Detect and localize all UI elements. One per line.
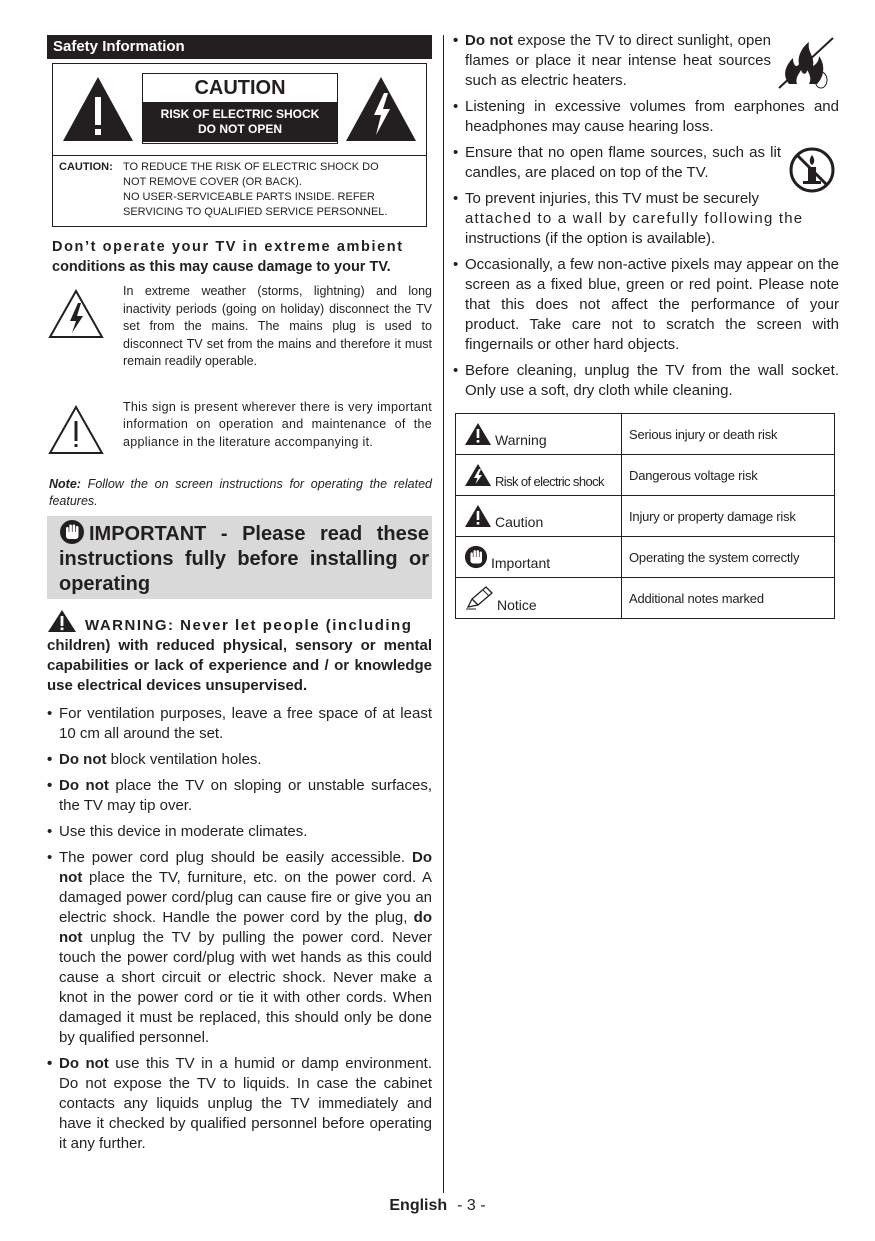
caution-line: SERVICING TO QUALIFIED SERVICE PERSONNEL. — [123, 206, 388, 218]
bullet-text: Listening in excessive volumes from earphones and headphones may cause hearing loss. — [465, 98, 839, 135]
lightning-outline-icon — [48, 289, 104, 339]
caution-icon — [464, 504, 492, 528]
caution-line: NOT REMOVE COVER (OR BACK). — [123, 176, 302, 188]
legend-desc: Serious injury or death risk — [622, 414, 835, 455]
legend-desc: Injury or property damage risk — [622, 496, 835, 537]
table-row — [456, 537, 835, 578]
list-item — [453, 361, 839, 401]
legend-key — [456, 578, 622, 619]
note-label: Note: — [49, 477, 81, 491]
bullet-text: unplug the TV by pulling the power cord. Never touch the power cord/plug with wet hands as this could cause a short circuit or electric shock. Never make a knot in the power cord or tie it with other cords. When damaged it must be replaced, this should only be done by qualified personnel. — [59, 929, 432, 1046]
shock-line-2: DO NOT OPEN — [197, 122, 282, 136]
exclamation-triangle-icon — [61, 75, 135, 143]
bullet-text: use this TV in a humid or damp environment. Do not expose the TV to liquids. In case the cabinet contacts any liquids unplug the TV immediately and have it checked by qualified personnel before operating it any further. — [59, 1055, 433, 1152]
table-row — [456, 414, 835, 455]
bullet-text: instructions (if the option is available). — [465, 230, 716, 247]
caution-instructions-lines — [123, 160, 387, 220]
caution-center-block — [142, 73, 338, 144]
bullet-text: Use this device in moderate climates. — [59, 823, 308, 840]
legend-key — [456, 537, 622, 578]
legend-label: Notice — [497, 597, 537, 613]
bullet-bold: Do not — [59, 1055, 109, 1072]
bullet-text: place the TV on sloping or unstable surfaces, the TV may tip over. — [59, 777, 433, 814]
legend-label: Warning — [495, 432, 547, 448]
caution-line: NO USER-SERVICEABLE PARTS INSIDE. REFER — [123, 191, 375, 203]
table-row — [456, 496, 835, 537]
warning-lead: WARNING: Never let people (including — [85, 617, 413, 634]
page-footer — [0, 1196, 875, 1216]
bullet-text: The power cord plug should be easily accessible. — [59, 849, 412, 866]
bullet-text: For ventilation purposes, leave a free space of at least 10 cm all around the set. — [59, 705, 432, 742]
important-banner — [47, 516, 432, 599]
footer-language: English — [389, 1197, 448, 1214]
caution-instructions-label: CAUTION: — [59, 161, 113, 173]
caution-label-top — [53, 64, 426, 156]
bullet-text: Ensure that no open flame sources, such as lit candles, are placed on top of the TV. — [465, 144, 781, 181]
list-item — [453, 31, 839, 91]
hand-stop-icon — [59, 519, 85, 545]
legend-label: Risk of electric shock — [495, 474, 604, 489]
legend-key — [456, 496, 622, 537]
legend-label: Important — [491, 555, 551, 571]
list-item — [47, 822, 432, 842]
bullet-bold: Do not — [59, 751, 107, 768]
list-item — [47, 1054, 432, 1154]
legend-key — [456, 414, 622, 455]
sign-text: This sign is present wherever there is very important information on operation and maintenance of the appliance in the literature accompanying it. — [123, 399, 432, 449]
warning-rest: children) with reduced physical, sensory or mental capabilities or lack of experience and / or knowledge use electrical devices unsupervised. — [47, 637, 432, 694]
caution-word: CAUTION — [194, 77, 286, 99]
bullet-text: attached to a wall by carefully following the — [465, 210, 804, 227]
bullet-text: Before cleaning, unplug the TV from the wall socket. Only use a soft, dry cloth while cleaning. — [465, 362, 839, 399]
lightning-triangle-icon — [344, 75, 418, 143]
bullet-bold: do not — [59, 909, 432, 946]
right-column — [453, 31, 839, 619]
list-item — [453, 189, 839, 249]
warning-icon — [464, 422, 492, 446]
shock-warning-text — [143, 102, 337, 142]
legend-desc: Operating the system correctly — [622, 537, 835, 578]
caution-line: TO REDUCE THE RISK OF ELECTRIC SHOCK DO — [123, 161, 379, 173]
warning-paragraph — [47, 609, 432, 696]
table-row — [456, 578, 835, 619]
bullet-bold: Do not — [59, 849, 432, 886]
section-title: Safety Information — [47, 35, 432, 59]
legend-label: Caution — [495, 514, 544, 530]
important-hand-icon — [464, 545, 488, 569]
ambient-heading-line-2: conditions as this may cause damage to your TV. — [52, 259, 391, 275]
table-row — [456, 455, 835, 496]
list-item — [47, 704, 432, 744]
caution-label-box — [52, 63, 427, 227]
list-item — [453, 97, 839, 137]
notice-pencil-icon — [464, 585, 494, 611]
list-item — [47, 750, 432, 770]
bullet-bold: Do not — [59, 777, 109, 794]
ambient-heading — [47, 237, 432, 277]
important-text: IMPORTANT - Please read these instructions fully before installing or operating — [59, 523, 429, 595]
bullet-text: Occasionally, a few non-active pixels may appear on the screen as a fixed blue, green or red point. Please note that this does not affect the performance of your product. Take care not to scratch the screen with fingernails or other hard objects. — [465, 256, 839, 353]
left-column — [47, 35, 432, 1154]
legend-desc: Dangerous voltage risk — [622, 455, 835, 496]
weather-text: In extreme weather (storms, lightning) and long inactivity periods (going on holiday) disconnect the TV set from the mains. The mains plug is used to disconnect TV set from the mains and therefore it must remain readily operable. — [123, 284, 432, 368]
weather-paragraph — [47, 283, 432, 371]
column-divider — [443, 35, 444, 1193]
list-item — [47, 848, 432, 1048]
note — [47, 476, 432, 510]
warning-icon — [47, 609, 77, 633]
page-number: - 3 - — [457, 1197, 486, 1214]
list-item — [47, 776, 432, 816]
bullet-bold: Do not — [465, 32, 513, 49]
shock-line-1: RISK OF ELECTRIC SHOCK — [160, 107, 320, 121]
note-text: Follow the on screen instructions for operating the related features. — [49, 477, 432, 508]
bullet-text: place the TV, furniture, etc. on the power cord. A damaged power cord/plug can cause fire or give you an electric shock. Handle the power cord by the plug, — [59, 869, 432, 926]
bullet-text: expose the TV to direct sunlight, open flames or place it near intense heat sources such as electric heaters. — [465, 32, 772, 89]
ambient-heading-line-1: Don’t operate your TV in extreme ambient — [52, 239, 404, 255]
electric-shock-icon — [464, 463, 492, 487]
exclamation-outline-icon — [48, 405, 104, 455]
list-item — [453, 143, 839, 183]
legend-desc: Additional notes marked — [622, 578, 835, 619]
bullet-text: • To prevent injuries, this TV must be securely — [465, 190, 760, 207]
sign-paragraph — [47, 399, 432, 452]
caution-instructions — [53, 156, 426, 226]
legend-key — [456, 455, 622, 496]
bullet-text: block ventilation holes. — [106, 751, 262, 768]
symbol-legend-table — [455, 413, 835, 619]
list-item — [453, 255, 839, 355]
